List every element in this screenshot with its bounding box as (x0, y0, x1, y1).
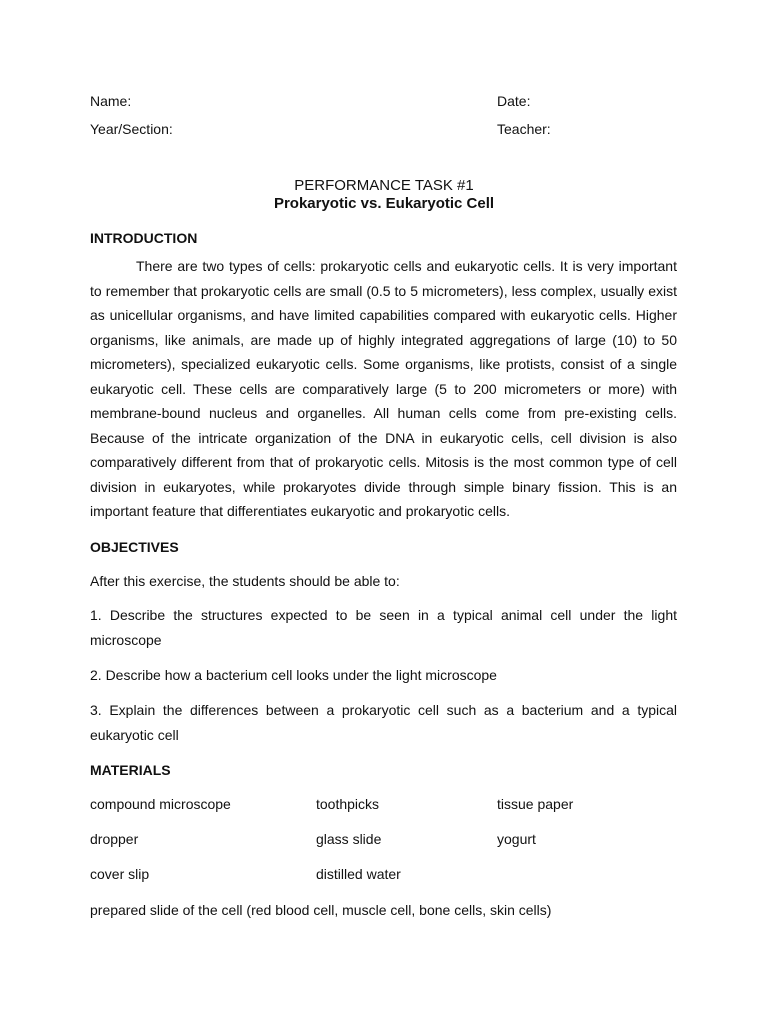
year-section-label: Year/Section: (90, 121, 173, 137)
page-subtitle: Prokaryotic vs. Eukaryotic Cell (273, 195, 495, 212)
materials-heading: MATERIALS (90, 762, 171, 778)
material-item: toothpicks (316, 796, 380, 812)
material-item: cover slip (90, 866, 150, 882)
material-item: dropper (90, 831, 139, 847)
date-label: Date: (497, 93, 531, 109)
objective-item-1: 1. Describe the structures expected to be seen in a typical animal cell under the light microscope (90, 607, 677, 648)
introduction-heading: INTRODUCTION (90, 230, 198, 246)
material-item: yogurt (497, 831, 536, 847)
page-title: PERFORMANCE TASK #1 (294, 177, 474, 194)
materials-footer: prepared slide of the cell (red blood cell, muscle cell, bone cells, skin cells) (90, 902, 552, 918)
material-item: distilled water (316, 866, 401, 882)
name-label: Name: (90, 93, 132, 109)
objectives-lead: After this exercise, the students should be able to: (90, 573, 400, 589)
introduction-paragraph: There are two types of cells: prokaryotic cells and eukaryotic cells. It is very important to remember that prokaryotic cells are small (0.5 to 5 micrometers), less complex, usually exist as unicellular organisms, and have limited capabilities compared with eukaryotic cells. Higher organisms, like animals, are made up of highly integrated aggregations of large (10) to 50 micrometers), specialized eukaryotic cells. Some organisms, like protists, consist of a single eukaryotic cell. These cells are comparatively large (5 to 200 micrometers or more) with membrane-bound nucleus and organelles. All human cells come from pre-existing cells. Because of the intricate organization of the DNA in eukaryotic cells, cell division is also comparatively different from that of prokaryotic cells. Mitosis is the most common type of cell division in eukaryotes, while prokaryotes divide through simple binary fission. This is an important feature that differentiates eukaryotic and prokaryotic cells. (90, 258, 677, 519)
objective-item-2: 2. Describe how a bacterium cell looks under the light microscope (90, 667, 497, 683)
material-item: compound microscope (90, 796, 231, 812)
objective-item-3: 3. Explain the differences between a prokaryotic cell such as a bacterium and a typical eukaryotic cell (90, 702, 677, 743)
teacher-label: Teacher: (497, 121, 551, 137)
material-item: tissue paper (497, 796, 574, 812)
objectives-heading: OBJECTIVES (90, 539, 179, 555)
material-item: glass slide (316, 831, 382, 847)
